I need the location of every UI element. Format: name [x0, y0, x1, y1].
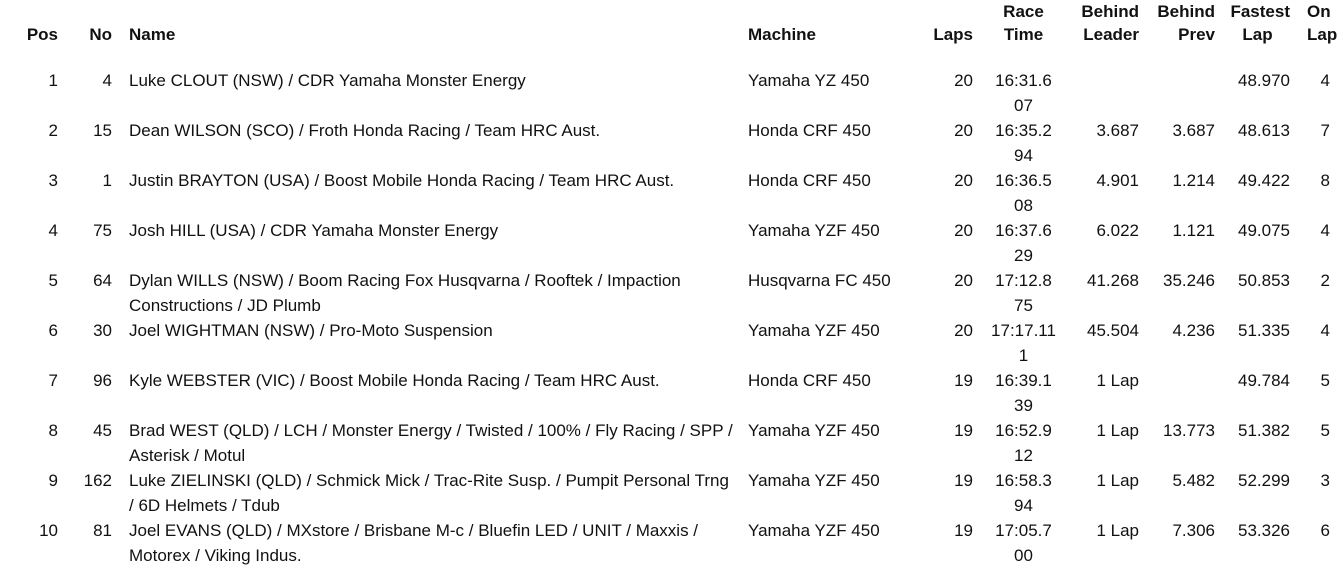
- cell-pos: 6: [48, 321, 58, 340]
- cell-laps: 20: [954, 71, 973, 90]
- results-body: [0, 46, 1330, 568]
- cell-behind-leader: 1 Lap: [1096, 521, 1139, 540]
- cell-laps: 20: [954, 271, 973, 290]
- cell-race-time: 16:58.394: [995, 471, 1052, 515]
- cell-fastest-lap: 51.335: [1238, 321, 1290, 340]
- cell-pos: 5: [48, 271, 58, 290]
- header-no: No: [89, 25, 112, 44]
- cell-machine: Yamaha YZ 450: [748, 71, 870, 90]
- cell-on-lap: 5: [1320, 421, 1330, 440]
- cell-behind-leader: [1075, 46, 1139, 118]
- cell-no: 162: [83, 471, 112, 490]
- cell-fastest-lap: 50.853: [1238, 271, 1290, 290]
- cell-race-time: 16:52.912: [995, 421, 1052, 465]
- cell-behind-prev: 4.236: [1172, 321, 1215, 340]
- cell-fastest-lap: 52.299: [1238, 471, 1290, 490]
- table-row: [0, 518, 1330, 568]
- cell-fastest-lap: 49.075: [1238, 221, 1290, 240]
- cell-no: 81: [93, 521, 112, 540]
- cell-race-time: 16:36.508: [995, 171, 1052, 215]
- cell-on-lap: 5: [1320, 371, 1330, 390]
- cell-on-lap: 4: [1320, 71, 1330, 90]
- header-pos: Pos: [26, 25, 58, 44]
- cell-machine: Yamaha YZF 450: [748, 221, 880, 240]
- cell-fastest-lap: 48.613: [1238, 121, 1290, 140]
- cell-fastest-lap: 53.326: [1238, 521, 1290, 540]
- table-row: [0, 268, 1330, 318]
- cell-laps: 19: [954, 471, 973, 490]
- header-on-lap: On Lap: [1307, 2, 1337, 44]
- cell-pos: 1: [48, 71, 58, 90]
- cell-no: 30: [93, 321, 112, 340]
- cell-name: Luke CLOUT (NSW) / CDR Yamaha Monster Energy: [129, 71, 526, 90]
- cell-machine: Honda CRF 450: [748, 121, 871, 140]
- cell-race-time: 16:35.294: [995, 121, 1052, 165]
- cell-name: Kyle WEBSTER (VIC) / Boost Mobile Honda Racing / Team HRC Aust.: [129, 371, 660, 390]
- header-machine: Machine: [748, 25, 817, 44]
- cell-laps: 20: [954, 171, 973, 190]
- header-behind-leader: Behind Leader: [1081, 2, 1139, 44]
- cell-name: Luke ZIELINSKI (QLD) / Schmick Mick / Trac-Rite Susp. / Pumpit Personal Trng / 6D Helmets / Tdub: [129, 471, 729, 515]
- cell-fastest-lap: 49.784: [1238, 371, 1290, 390]
- table-row: [0, 418, 1330, 468]
- cell-name: Brad WEST (QLD) / LCH / Monster Energy / Twisted / 100% / Fly Racing / SPP / Asterisk / Motul: [129, 421, 733, 465]
- cell-machine: Yamaha YZF 450: [748, 321, 880, 340]
- cell-pos: 7: [48, 371, 58, 390]
- cell-name: Josh HILL (USA) / CDR Yamaha Monster Energy: [129, 221, 499, 240]
- cell-machine: Honda CRF 450: [748, 371, 871, 390]
- table-row: [0, 318, 1330, 368]
- cell-behind-leader: 1 Lap: [1096, 421, 1139, 440]
- header-row: [0, 0, 1330, 46]
- cell-fastest-lap: 49.422: [1238, 171, 1290, 190]
- cell-race-time: 16:37.629: [995, 221, 1052, 265]
- cell-machine: Honda CRF 450: [748, 171, 871, 190]
- cell-behind-prev: 1.121: [1172, 221, 1215, 240]
- cell-behind-prev: 1.214: [1172, 171, 1215, 190]
- cell-behind-leader: 3.687: [1096, 121, 1139, 140]
- cell-race-time: 17:05.700: [995, 521, 1052, 565]
- cell-race-time: 16:31.607: [995, 71, 1052, 115]
- cell-name: Dylan WILLS (NSW) / Boom Racing Fox Husqvarna / Rooftek / Impaction Constructions / JD Plumb: [129, 271, 681, 315]
- cell-on-lap: 4: [1320, 321, 1330, 340]
- cell-behind-leader: 45.504: [1087, 321, 1139, 340]
- cell-pos: 8: [48, 421, 58, 440]
- cell-machine: Yamaha YZF 450: [748, 421, 880, 440]
- cell-machine: Husqvarna FC 450: [748, 271, 891, 290]
- cell-pos: 4: [48, 221, 58, 240]
- cell-behind-prev: [1151, 368, 1215, 418]
- cell-behind-leader: 4.901: [1096, 171, 1139, 190]
- header-race-time: Race Time: [1003, 2, 1044, 44]
- table-row: [0, 368, 1330, 418]
- cell-race-time: 16:39.139: [995, 371, 1052, 415]
- cell-behind-prev: [1151, 46, 1215, 118]
- cell-race-time: 17:17.111: [991, 321, 1056, 365]
- cell-pos: 3: [48, 171, 58, 190]
- cell-fastest-lap: 51.382: [1238, 421, 1290, 440]
- cell-behind-prev: 3.687: [1172, 121, 1215, 140]
- cell-behind-prev: 13.773: [1163, 421, 1215, 440]
- cell-on-lap: 2: [1320, 271, 1330, 290]
- header-behind-prev: Behind Prev: [1157, 2, 1215, 44]
- cell-race-time: 17:12.875: [995, 271, 1052, 315]
- table-row: [0, 46, 1330, 118]
- cell-behind-leader: 1 Lap: [1096, 371, 1139, 390]
- cell-fastest-lap: 48.970: [1238, 71, 1290, 90]
- cell-behind-leader: 6.022: [1096, 221, 1139, 240]
- cell-on-lap: 7: [1320, 121, 1330, 140]
- cell-behind-prev: 7.306: [1172, 521, 1215, 540]
- cell-no: 96: [93, 371, 112, 390]
- cell-on-lap: 8: [1320, 171, 1330, 190]
- cell-laps: 20: [954, 221, 973, 240]
- cell-no: 1: [102, 171, 112, 190]
- table-row: [0, 118, 1330, 168]
- table-row: [0, 218, 1330, 268]
- cell-laps: 20: [954, 121, 973, 140]
- cell-no: 45: [93, 421, 112, 440]
- cell-no: 4: [102, 71, 112, 90]
- cell-behind-leader: 1 Lap: [1096, 471, 1139, 490]
- cell-no: 64: [93, 271, 112, 290]
- cell-behind-prev: 35.246: [1163, 271, 1215, 290]
- cell-pos: 2: [48, 121, 58, 140]
- cell-laps: 19: [954, 521, 973, 540]
- cell-on-lap: 3: [1320, 471, 1330, 490]
- cell-laps: 20: [954, 321, 973, 340]
- header-name: Name: [129, 25, 176, 44]
- cell-name: Justin BRAYTON (USA) / Boost Mobile Honda Racing / Team HRC Aust.: [129, 171, 675, 190]
- cell-behind-leader: 41.268: [1087, 271, 1139, 290]
- cell-machine: Yamaha YZF 450: [748, 521, 880, 540]
- cell-laps: 19: [954, 371, 973, 390]
- cell-name: Dean WILSON (SCO) / Froth Honda Racing / Team HRC Aust.: [129, 121, 601, 140]
- cell-pos: 10: [39, 521, 58, 540]
- header-fastest-lap: Fastest Lap: [1230, 2, 1290, 44]
- cell-name: Joel WIGHTMAN (NSW) / Pro-Moto Suspension: [129, 321, 493, 340]
- cell-on-lap: 4: [1320, 221, 1330, 240]
- table-row: [0, 168, 1330, 218]
- cell-pos: 9: [48, 471, 58, 490]
- cell-behind-prev: 5.482: [1172, 471, 1215, 490]
- cell-no: 15: [93, 121, 112, 140]
- cell-machine: Yamaha YZF 450: [748, 471, 880, 490]
- cell-name: Joel EVANS (QLD) / MXstore / Brisbane M-c / Bluefin LED / UNIT / Maxxis / Motorex / Viking Indus.: [129, 521, 699, 565]
- table-row: [0, 468, 1330, 518]
- cell-on-lap: 6: [1320, 521, 1330, 540]
- header-laps: Laps: [933, 25, 973, 44]
- cell-no: 75: [93, 221, 112, 240]
- cell-laps: 19: [954, 421, 973, 440]
